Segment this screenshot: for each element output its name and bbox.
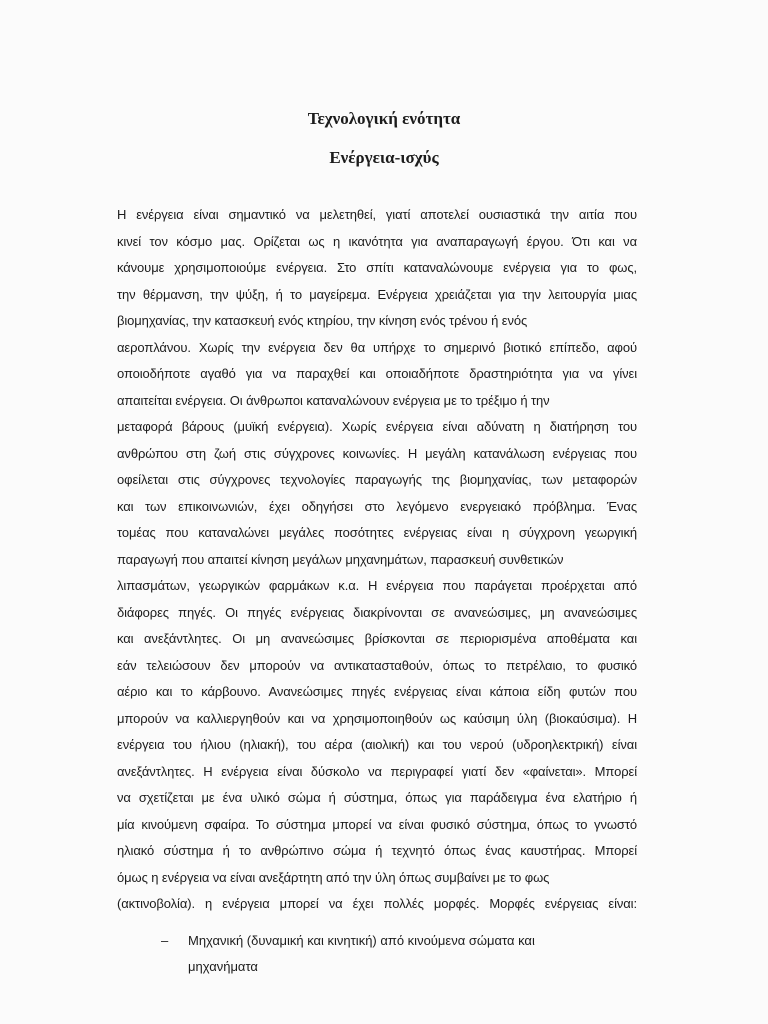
- paragraph-line: διάφορες πηγές. Οι πηγές ενέργειας διακρίνονται σε ανανεώσιμες, μη ανανεώσιμες: [117, 604, 637, 620]
- paragraph-line: ανεξάντλητες. Η ενέργεια είναι δύσκολο να περιγραφεί γιατί δεν «φαίνεται». Μπορεί: [117, 763, 637, 779]
- paragraph-line: λιπασμάτων, γεωργικών φαρμάκων κ.α. Η ενέργεια που παράγεται προέρχεται από: [117, 578, 637, 593]
- paragraph-line: ενέργεια του ήλιου (ηλιακή), του αέρα (αιολική) και του νερού (υδροηλεκτρική) είναι: [117, 737, 637, 752]
- document-subtitle: Ενέργεια-ισχύς: [329, 148, 439, 167]
- paragraph-line: και ανεξάντλητες. Οι μη ανανεώσιμες βρίσκονται σε περιορισμένα αποθέματα και: [117, 631, 637, 646]
- document-title: Τεχνολογική ενότητα: [307, 109, 461, 128]
- paragraph-line: απαιτείται ενέργεια. Οι άνθρωποι καταναλώνουν ενέργεια με το τρέξιμο ή την: [117, 392, 550, 408]
- paragraph-line: αέριο και το κάρβουνο. Ανανεώσιμες πηγές ενέργειας είναι κάποια είδη φυτών που: [117, 684, 637, 699]
- bullet-dash: –: [161, 933, 169, 948]
- paragraph-line: παραγωγή που απαιτεί κίνηση μεγάλων μηχανημάτων, παρασκευή συνθετικών: [117, 551, 564, 567]
- bullet-text-line: μηχανήματα: [188, 959, 258, 974]
- paragraph-line: τομέας που καταναλώνει μεγάλες ποσότητες ενέργειας είναι η σύγχρονη γεωργική: [117, 525, 637, 540]
- bullet-text-line: Μηχανική (δυναμική και κινητική) από κινούμενα σώματα και: [188, 933, 535, 948]
- paragraph-line: ηλιακό σύστημα ή το ανθρώπινο σώμα ή τεχνητό όπως ένας καυστήρας. Μπορεί: [117, 843, 637, 858]
- paragraph-line: μπορούν να καλλιεργηθούν και να χρησιμοποιηθούν ως καύσιμη ύλη (βιοκαύσιμα). Η: [117, 710, 637, 726]
- paragraph-line: Η ενέργεια είναι σημαντικό να μελετηθεί, γιατί αποτελεί ουσιαστικά την αιτία που: [117, 207, 637, 222]
- paragraph-line: αεροπλάνου. Χωρίς την ενέργεια δεν θα υπήρχε το σημερινό βιοτικό επίπεδο, αφού: [117, 339, 637, 355]
- paragraph-line: και των επικοινωνιών, έχει οδηγήσει στο λεγόμενο ενεργειακό πρόβλημα. Ένας: [117, 498, 637, 514]
- body-paragraph: [117, 205, 637, 921]
- paragraph-line: να σχετίζεται με ένα υλικό σώμα ή σύστημα, όπως για παράδειγμα ένα ελατήριο ή: [117, 790, 637, 805]
- paragraph-line: όμως η ενέργεια να είναι ανεξάρτητη από την ύλη όπως συμβαίνει με το φως: [117, 869, 550, 885]
- paragraph-line: οποιοδήποτε αγαθό για να παραχθεί και οποιαδήποτε δραστηριότητα για να γίνει: [117, 366, 637, 381]
- paragraph-line: την θέρμανση, την ψύξη, ή το μαγείρεμα. Ενέργεια χρειάζεται για την λειτουργία μιας: [117, 286, 637, 302]
- paragraph-line: (ακτινοβολία). η ενέργεια μπορεί να έχει πολλές μορφές. Μορφές ενέργειας είναι:: [117, 896, 637, 911]
- paragraph-line: μεταφορά βάρους (μυϊκή ενέργεια). Χωρίς ενέργεια είναι αδύνατη η διατήρηση του: [117, 419, 637, 434]
- paragraph-line: μία κινούμενη σφαίρα. Το σύστημα μπορεί να είναι φυσικό σύστημα, όπως το γνωστό: [117, 816, 637, 832]
- paragraph-line: κάνουμε χρησιμοποιούμε ενέργεια. Στο σπίτι καταναλώνουμε ενέργεια για το φως,: [117, 260, 637, 275]
- paragraph-line: βιομηχανίας, την κατασκευή ενός κτηρίου, την κίνηση ενός τρένου ή ενός: [117, 313, 528, 328]
- paragraph-line: εάν τελειώσουν δεν μπορούν να αντικατασταθούν, όπως το πετρέλαιο, το φυσικό: [117, 657, 637, 673]
- paragraph-line: οφείλεται στις σύγχρονες τεχνολογίες παραγωγής της βιομηχανίας, των μεταφορών: [117, 472, 637, 487]
- paragraph-line: κινεί τον κόσμο μας. Ορίζεται ως η ικανότητα για αναπαραγωγή έργου. Ότι και να: [117, 233, 637, 249]
- paragraph-line: ανθρώπου στη ζωή στις σύγχρονες κοινωνίες. Η μεγάλη κατανάλωση ενέργειας που: [117, 445, 637, 461]
